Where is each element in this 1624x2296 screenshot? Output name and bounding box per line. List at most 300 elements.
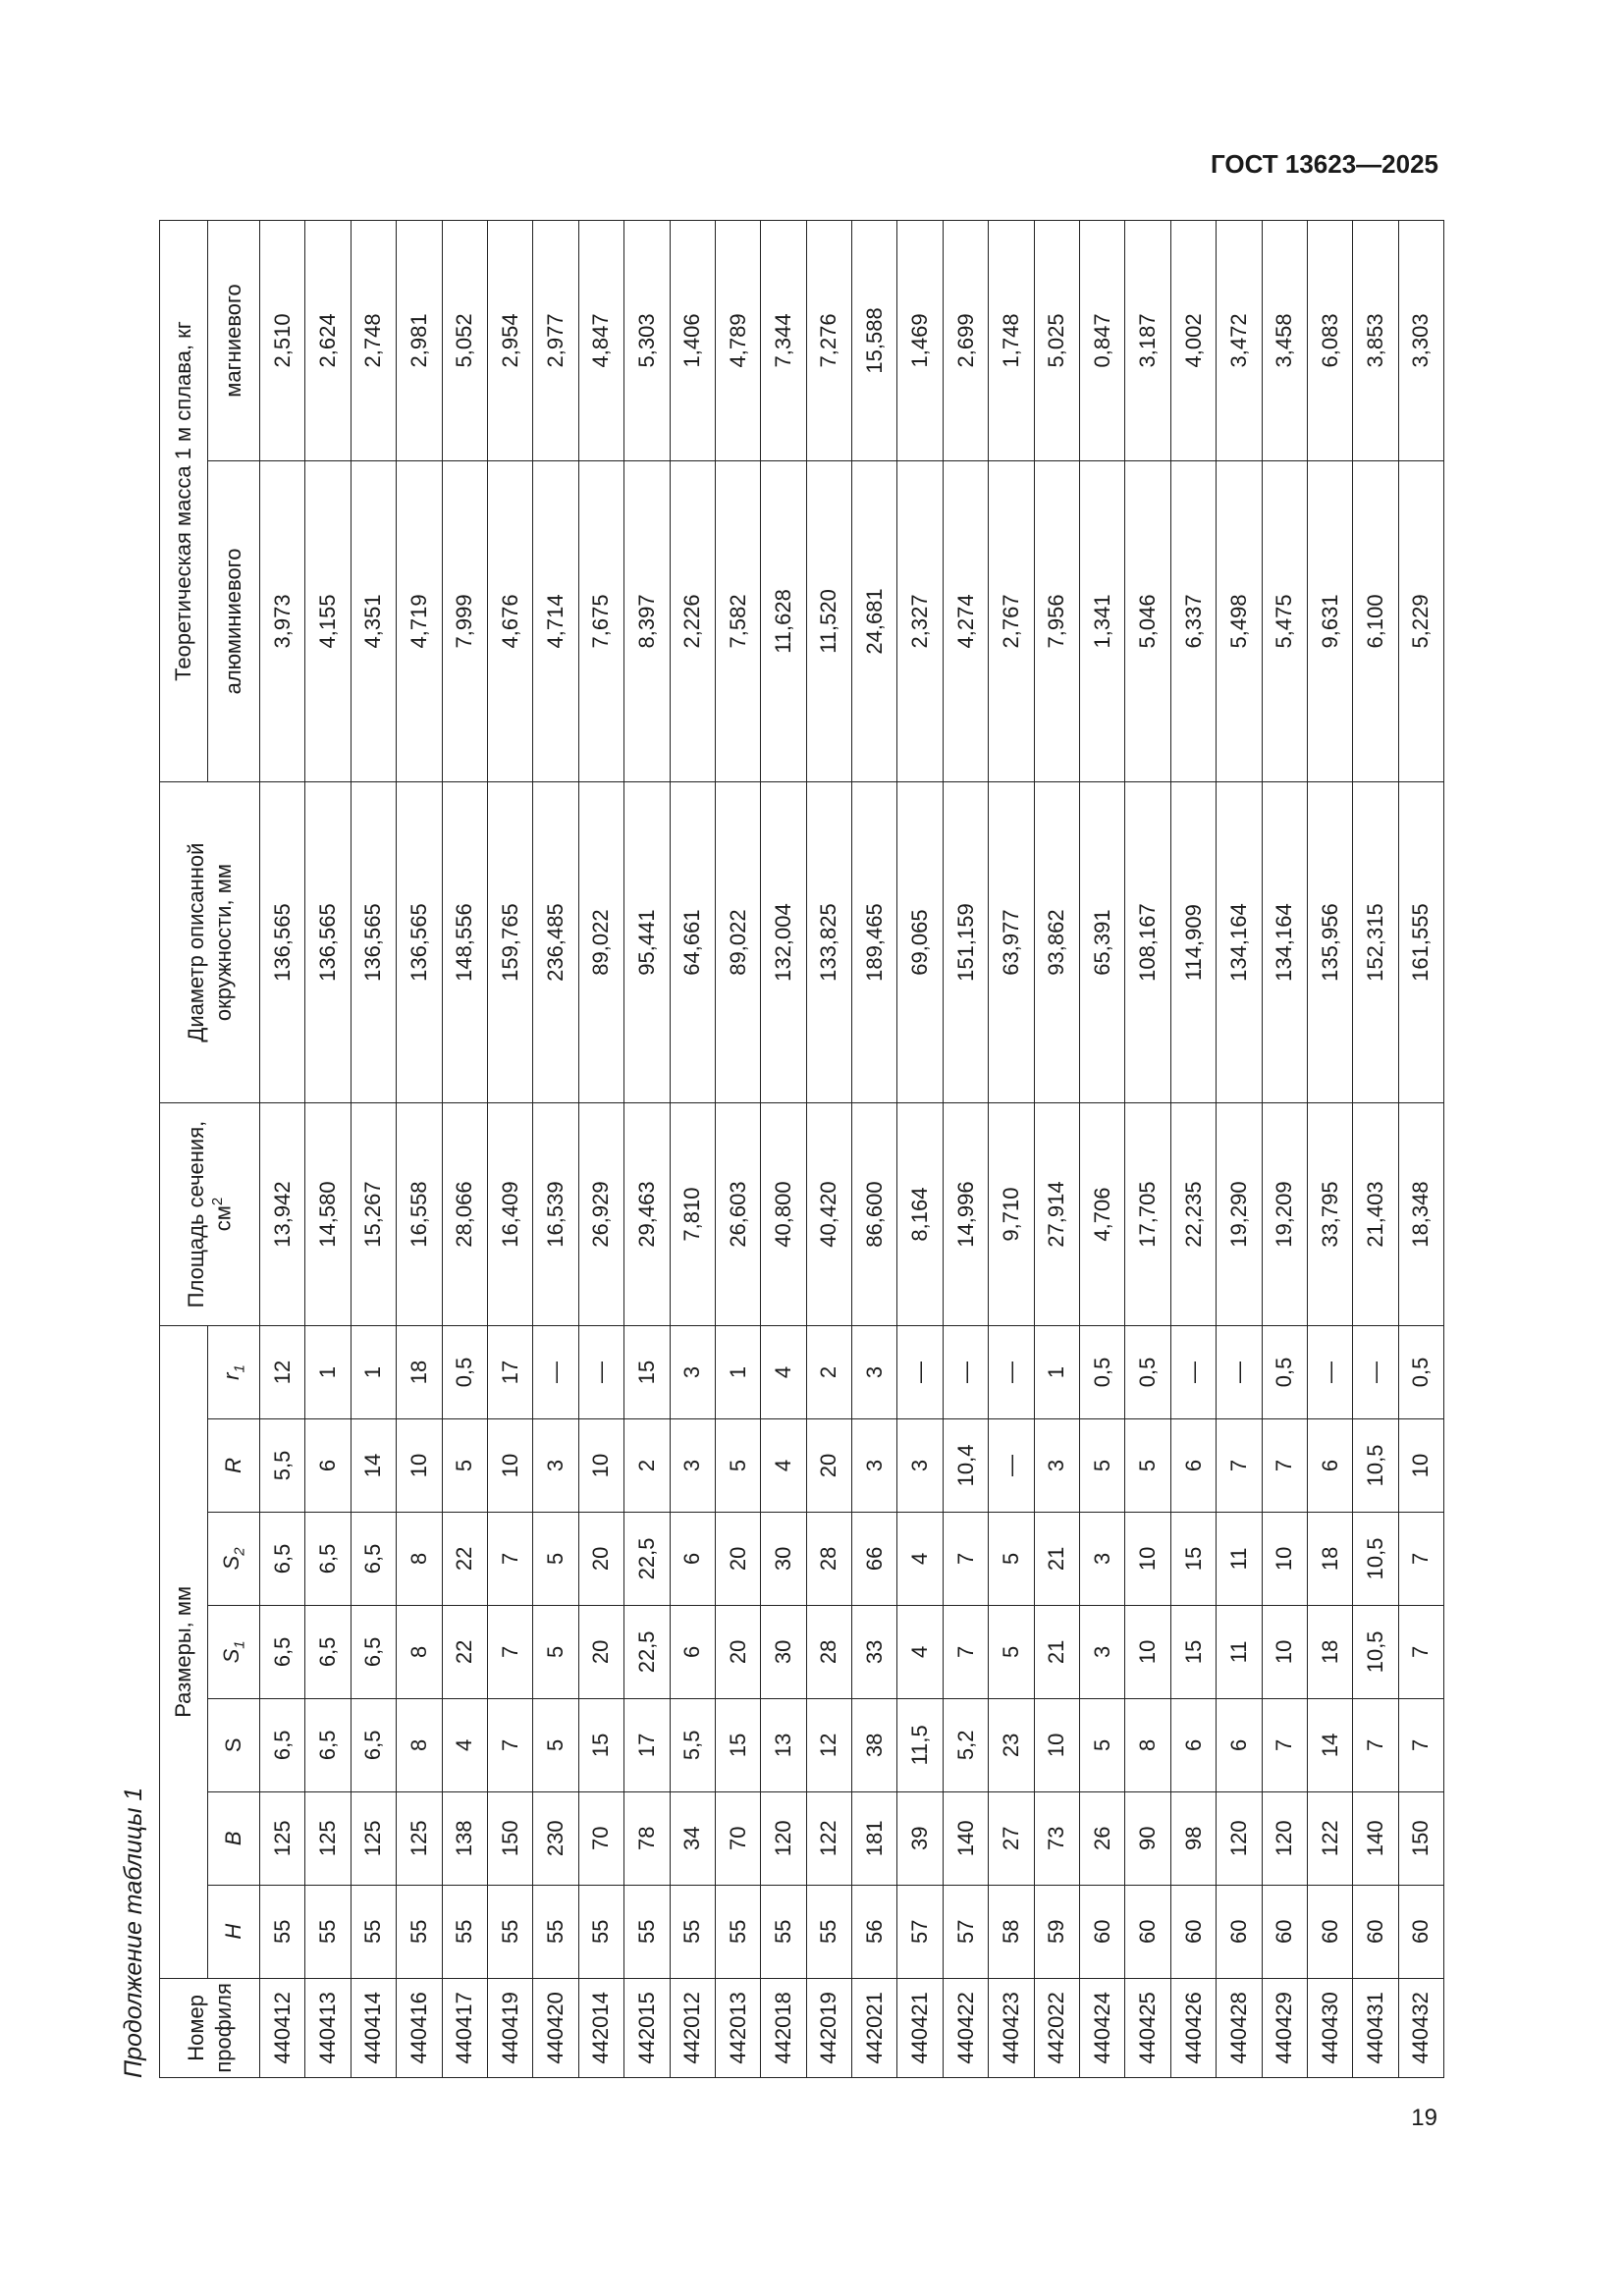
table-cell: 5,229: [1398, 460, 1443, 781]
table-cell: 6: [1170, 1418, 1216, 1512]
table-cell: 20: [715, 1605, 760, 1698]
table-row: [761, 221, 806, 2078]
table-cell: 2,699: [943, 221, 988, 461]
table-cell: 28: [806, 1605, 851, 1698]
table-cell: 138: [442, 1791, 487, 1885]
table-cell: 4: [442, 1698, 487, 1791]
table-cell: 60: [1398, 1885, 1443, 1978]
table-cell: 60: [1353, 1885, 1398, 1978]
header-s1-sub: 1: [231, 1640, 248, 1649]
table-row: [1125, 221, 1170, 2078]
table-cell: 440419: [487, 1978, 532, 2077]
table-cell: 2,226: [670, 460, 715, 781]
table-cell: 125: [305, 1791, 351, 1885]
table-row: [1307, 221, 1352, 2078]
table-cell: 134,164: [1262, 782, 1307, 1103]
table-cell: 6,5: [305, 1605, 351, 1698]
table-cell: 15: [715, 1698, 760, 1791]
table-cell: 5: [1080, 1698, 1125, 1791]
table-cell: 4,706: [1080, 1103, 1125, 1326]
table-cell: 440420: [533, 1978, 578, 2077]
table-cell: 3: [1034, 1418, 1079, 1512]
table-cell: 150: [487, 1791, 532, 1885]
table-cell: 7: [943, 1512, 988, 1605]
table-cell: 9,710: [989, 1103, 1034, 1326]
table-cell: 440430: [1307, 1978, 1352, 2077]
table-cell: 136,565: [305, 782, 351, 1103]
table-cell: 15: [624, 1325, 670, 1418]
table-cell: 86,600: [852, 1103, 897, 1326]
table-cell: 159,765: [487, 782, 532, 1103]
table-cell: 2,767: [989, 460, 1034, 781]
header-area-label: Площадь сечения, см: [183, 1120, 236, 1308]
table-cell: 60: [1170, 1885, 1216, 1978]
table-cell: 14: [1307, 1698, 1352, 1791]
table-cell: 0,847: [1080, 221, 1125, 461]
table-cell: 60: [1080, 1885, 1125, 1978]
table-cell: 6,5: [260, 1698, 305, 1791]
header-profile-number: Номер профиля: [160, 1978, 260, 2077]
table-cell: 6,337: [1170, 460, 1216, 781]
table-cell: 5: [533, 1698, 578, 1791]
table-cell: 440413: [305, 1978, 351, 2077]
table-cell: 150: [1398, 1791, 1443, 1885]
header-area-unit-sup: 2: [209, 1197, 227, 1206]
table-cell: 189,465: [852, 782, 897, 1103]
table-cell: 7,344: [761, 221, 806, 461]
table-cell: 8,164: [897, 1103, 943, 1326]
table-cell: 40,800: [761, 1103, 806, 1326]
table-row: [442, 221, 487, 2078]
table-cell: 440414: [351, 1978, 396, 2077]
table-cell: 3: [852, 1325, 897, 1418]
table-cell: 5,052: [442, 221, 487, 461]
profile-table: [159, 220, 1444, 2078]
rotated-table-block: [108, 220, 1447, 2078]
table-cell: 3: [670, 1418, 715, 1512]
table-cell: 14,580: [305, 1103, 351, 1326]
table-cell: 17,705: [1125, 1103, 1170, 1326]
table-cell: 55: [578, 1885, 623, 1978]
table-cell: 8: [397, 1605, 442, 1698]
table-row: [670, 221, 715, 2078]
table-cell: 5,2: [943, 1698, 988, 1791]
table-cell: 442019: [806, 1978, 851, 2077]
table-row: [897, 221, 943, 2078]
table-cell: 10,5: [1353, 1418, 1398, 1512]
header-r: R: [208, 1418, 260, 1512]
table-cell: 58: [989, 1885, 1034, 1978]
table-cell: 440421: [897, 1978, 943, 2077]
table-cell: 440416: [397, 1978, 442, 2077]
table-cell: 136,565: [351, 782, 396, 1103]
table-cell: 16,539: [533, 1103, 578, 1326]
table-cell: 4: [761, 1418, 806, 1512]
table-cell: 3: [533, 1418, 578, 1512]
table-cell: 1: [1034, 1325, 1079, 1418]
table-cell: 11,520: [806, 460, 851, 781]
table-cell: 1,469: [897, 221, 943, 461]
table-cell: 89,022: [715, 782, 760, 1103]
table-cell: 4,714: [533, 460, 578, 781]
table-cell: 122: [1307, 1791, 1352, 1885]
table-cell: 5,046: [1125, 460, 1170, 781]
table-cell: 181: [852, 1791, 897, 1885]
table-cell: 7: [1398, 1512, 1443, 1605]
table-cell: 19,290: [1217, 1103, 1262, 1326]
table-cell: 10: [487, 1418, 532, 1512]
header-dimensions: Размеры, мм: [160, 1325, 208, 1978]
table-cell: 15,588: [852, 221, 897, 461]
table-cell: 2,748: [351, 221, 396, 461]
table-cell: 4,274: [943, 460, 988, 781]
table-cell: 7,276: [806, 221, 851, 461]
table-cell: 440428: [1217, 1978, 1262, 2077]
table-cell: 10: [397, 1418, 442, 1512]
table-cell: 30: [761, 1605, 806, 1698]
table-cell: 2,954: [487, 221, 532, 461]
table-cell: 5,5: [670, 1698, 715, 1791]
table-cell: 60: [1262, 1885, 1307, 1978]
table-cell: 65,391: [1080, 782, 1125, 1103]
table-cell: 30: [761, 1512, 806, 1605]
table-cell: 7,956: [1034, 460, 1079, 781]
table-cell: 7: [1353, 1698, 1398, 1791]
table-cell: 3,472: [1217, 221, 1262, 461]
table-cell: 3: [1080, 1512, 1125, 1605]
table-cell: 18: [1307, 1605, 1352, 1698]
table-cell: 10: [1125, 1605, 1170, 1698]
table-cell: 5: [533, 1512, 578, 1605]
table-cell: 55: [305, 1885, 351, 1978]
table-cell: 1,341: [1080, 460, 1125, 781]
table-cell: 28,066: [442, 1103, 487, 1326]
table-cell: 7: [487, 1512, 532, 1605]
table-cell: 18: [397, 1325, 442, 1418]
header-diameter: Диаметр описанной окружности, мм: [160, 782, 260, 1103]
table-cell: 8: [397, 1512, 442, 1605]
table-row: [1262, 221, 1307, 2078]
table-cell: 136,565: [260, 782, 305, 1103]
table-cell: 29,463: [624, 1103, 670, 1326]
table-cell: 27: [989, 1791, 1034, 1885]
table-cell: 442014: [578, 1978, 623, 2077]
table-cell: —: [1307, 1325, 1352, 1418]
table-cell: —: [533, 1325, 578, 1418]
table-cell: 55: [806, 1885, 851, 1978]
table-row: [260, 221, 305, 2078]
table-cell: 2,510: [260, 221, 305, 461]
table-cell: 125: [397, 1791, 442, 1885]
table-cell: 6: [1217, 1698, 1262, 1791]
table-cell: 16,409: [487, 1103, 532, 1326]
table-cell: 6,5: [260, 1512, 305, 1605]
table-row: [943, 221, 988, 2078]
table-cell: 1: [715, 1325, 760, 1418]
table-cell: 18,348: [1398, 1103, 1443, 1326]
table-cell: 7: [1398, 1698, 1443, 1791]
table-cell: 12: [806, 1698, 851, 1791]
table-cell: 10: [1398, 1418, 1443, 1512]
table-cell: 55: [715, 1885, 760, 1978]
table-cell: 230: [533, 1791, 578, 1885]
table-cell: 440431: [1353, 1978, 1398, 2077]
table-cell: 0,5: [1398, 1325, 1443, 1418]
table-cell: 120: [1217, 1791, 1262, 1885]
table-cell: 55: [761, 1885, 806, 1978]
table-cell: 10: [578, 1418, 623, 1512]
table-cell: 125: [260, 1791, 305, 1885]
table-row: [487, 221, 532, 2078]
table-cell: 55: [260, 1885, 305, 1978]
table-cell: 22: [442, 1605, 487, 1698]
table-cell: 7: [943, 1605, 988, 1698]
table-cell: 152,315: [1353, 782, 1398, 1103]
table-cell: 13: [761, 1698, 806, 1791]
table-cell: 122: [806, 1791, 851, 1885]
table-cell: 5,5: [260, 1418, 305, 1512]
table-cell: 440426: [1170, 1978, 1216, 2077]
table-cell: 89,022: [578, 782, 623, 1103]
table-body: [260, 221, 1444, 2078]
table-cell: 2: [624, 1418, 670, 1512]
table-cell: 55: [442, 1885, 487, 1978]
header-aluminum: алюминиевого: [208, 460, 260, 781]
table-cell: 18: [1307, 1512, 1352, 1605]
table-cell: 3: [1080, 1605, 1125, 1698]
table-cell: 14: [351, 1418, 396, 1512]
table-cell: —: [1353, 1325, 1398, 1418]
table-cell: 120: [761, 1791, 806, 1885]
table-cell: 440422: [943, 1978, 988, 2077]
table-cell: 440417: [442, 1978, 487, 2077]
table-cell: 8,397: [624, 460, 670, 781]
header-s1: [208, 1605, 260, 1698]
table-cell: 8: [397, 1698, 442, 1791]
table-cell: 4,847: [578, 221, 623, 461]
table-cell: 6,5: [305, 1512, 351, 1605]
table-cell: 93,862: [1034, 782, 1079, 1103]
table-cell: 440432: [1398, 1978, 1443, 2077]
table-cell: 60: [1307, 1885, 1352, 1978]
table-cell: 3,187: [1125, 221, 1170, 461]
table-cell: 440423: [989, 1978, 1034, 2077]
table-cell: 6: [670, 1512, 715, 1605]
table-cell: 90: [1125, 1791, 1170, 1885]
table-cell: 11: [1217, 1605, 1262, 1698]
table-cell: 21: [1034, 1605, 1079, 1698]
table-cell: 4,676: [487, 460, 532, 781]
table-cell: 2: [806, 1325, 851, 1418]
table-cell: 3,973: [260, 460, 305, 781]
page-number: 19: [1411, 2105, 1437, 2131]
table-cell: 55: [351, 1885, 396, 1978]
table-cell: 21,403: [1353, 1103, 1398, 1326]
table-cell: 11,5: [897, 1698, 943, 1791]
header-s2-letter: S: [218, 1555, 244, 1571]
table-cell: 7: [487, 1698, 532, 1791]
table-cell: 0,5: [1262, 1325, 1307, 1418]
table-cell: 8: [1125, 1698, 1170, 1791]
table-cell: 2,327: [897, 460, 943, 781]
table-cell: 64,661: [670, 782, 715, 1103]
table-cell: 55: [487, 1885, 532, 1978]
table-cell: 6: [1170, 1698, 1216, 1791]
table-cell: 442018: [761, 1978, 806, 2077]
table-row: [533, 221, 578, 2078]
table-cell: 5: [1080, 1418, 1125, 1512]
table-cell: 56: [852, 1885, 897, 1978]
table-cell: 10: [1034, 1698, 1079, 1791]
table-cell: 6: [670, 1605, 715, 1698]
table-row: [397, 221, 442, 2078]
table-cell: 7,810: [670, 1103, 715, 1326]
table-cell: 1,406: [670, 221, 715, 461]
table-cell: 7: [487, 1605, 532, 1698]
table-cell: 55: [670, 1885, 715, 1978]
table-cell: 140: [943, 1791, 988, 1885]
table-row: [578, 221, 623, 2078]
table-cell: 27,914: [1034, 1103, 1079, 1326]
table-row: [1353, 221, 1398, 2078]
table-cell: 114,909: [1170, 782, 1216, 1103]
table-cell: 70: [578, 1791, 623, 1885]
table-cell: 26: [1080, 1791, 1125, 1885]
table-cell: 95,441: [624, 782, 670, 1103]
table-row: [351, 221, 396, 2078]
table-cell: 38: [852, 1698, 897, 1791]
table-cell: 3,303: [1398, 221, 1443, 461]
table-cell: 5: [1125, 1418, 1170, 1512]
table-cell: 21: [1034, 1512, 1079, 1605]
table-cell: 5: [442, 1418, 487, 1512]
table-cell: 5: [533, 1605, 578, 1698]
table-cell: 26,603: [715, 1103, 760, 1326]
table-cell: 7: [1262, 1698, 1307, 1791]
table-cell: 17: [624, 1698, 670, 1791]
table-cell: 3: [670, 1325, 715, 1418]
header-h: H: [208, 1885, 260, 1978]
table-cell: —: [943, 1325, 988, 1418]
table-cell: 5,303: [624, 221, 670, 461]
table-cell: 73: [1034, 1791, 1079, 1885]
table-cell: 33,795: [1307, 1103, 1352, 1326]
table-cell: 236,485: [533, 782, 578, 1103]
standard-header: ГОСТ 13623—2025: [1211, 149, 1438, 179]
table-cell: 5: [715, 1418, 760, 1512]
table-cell: 7: [1217, 1418, 1262, 1512]
table-cell: 4,789: [715, 221, 760, 461]
table-cell: 3: [852, 1418, 897, 1512]
table-cell: 20: [806, 1418, 851, 1512]
table-cell: 59: [1034, 1885, 1079, 1978]
table-cell: 6,5: [260, 1605, 305, 1698]
table-cell: 22: [442, 1512, 487, 1605]
table-cell: 12: [260, 1325, 305, 1418]
table-row: [624, 221, 670, 2078]
table-cell: 15: [1170, 1512, 1216, 1605]
table-cell: 4: [761, 1325, 806, 1418]
table-cell: 1,748: [989, 221, 1034, 461]
table-cell: 6,100: [1353, 460, 1398, 781]
table-cell: —: [1217, 1325, 1262, 1418]
table-cell: —: [989, 1325, 1034, 1418]
header-r1: [208, 1325, 260, 1418]
header-s2-sub: 2: [231, 1547, 248, 1556]
table-cell: 33: [852, 1605, 897, 1698]
table-cell: 440425: [1125, 1978, 1170, 2077]
table-cell: 10: [1262, 1512, 1307, 1605]
table-cell: 28: [806, 1512, 851, 1605]
table-cell: 22,235: [1170, 1103, 1216, 1326]
table-cell: 2,981: [397, 221, 442, 461]
table-cell: 60: [1217, 1885, 1262, 1978]
table-cell: 0,5: [1125, 1325, 1170, 1418]
table-cell: 4: [897, 1605, 943, 1698]
table-cell: 10,4: [943, 1418, 988, 1512]
table-cell: 10,5: [1353, 1512, 1398, 1605]
table-cell: 125: [351, 1791, 396, 1885]
table-cell: 5,475: [1262, 460, 1307, 781]
table-cell: 15: [578, 1698, 623, 1791]
table-cell: 5: [989, 1605, 1034, 1698]
table-cell: 14,996: [943, 1103, 988, 1326]
table-cell: 442015: [624, 1978, 670, 2077]
table-cell: 55: [397, 1885, 442, 1978]
table-cell: 1: [351, 1325, 396, 1418]
table-cell: 3,458: [1262, 221, 1307, 461]
table-row: [1217, 221, 1262, 2078]
table-cell: 7,582: [715, 460, 760, 781]
table-cell: 134,164: [1217, 782, 1262, 1103]
table-row: [806, 221, 851, 2078]
table-cell: 15: [1170, 1605, 1216, 1698]
table-cell: 442012: [670, 1978, 715, 2077]
table-cell: 19,209: [1262, 1103, 1307, 1326]
table-cell: 24,681: [852, 460, 897, 781]
table-cell: 26,929: [578, 1103, 623, 1326]
table-cell: 2,624: [305, 221, 351, 461]
table-cell: 4,155: [305, 460, 351, 781]
table-cell: 17: [487, 1325, 532, 1418]
table-cell: 20: [578, 1605, 623, 1698]
header-magnesium: магниевого: [208, 221, 260, 461]
table-cell: 161,555: [1398, 782, 1443, 1103]
table-cell: 133,825: [806, 782, 851, 1103]
table-cell: 22,5: [624, 1512, 670, 1605]
header-s: S: [208, 1698, 260, 1791]
table-cell: 0,5: [442, 1325, 487, 1418]
table-cell: 40,420: [806, 1103, 851, 1326]
header-area: [160, 1103, 260, 1326]
table-cell: 15,267: [351, 1103, 396, 1326]
table-cell: 34: [670, 1791, 715, 1885]
table-cell: 98: [1170, 1791, 1216, 1885]
table-cell: 13,942: [260, 1103, 305, 1326]
table-cell: 151,159: [943, 782, 988, 1103]
header-theoretical-mass: Теоретическая масса 1 м сплава, кг: [160, 221, 208, 782]
table-cell: 55: [624, 1885, 670, 1978]
table-cell: 11: [1217, 1512, 1262, 1605]
table-cell: 10: [1262, 1605, 1307, 1698]
table-cell: 4,351: [351, 460, 396, 781]
table-cell: 4,002: [1170, 221, 1216, 461]
header-s1-letter: S: [218, 1648, 244, 1664]
table-cell: 108,167: [1125, 782, 1170, 1103]
table-cell: 7,999: [442, 460, 487, 781]
header-r1-sub: 1: [231, 1364, 248, 1373]
table-cell: 135,956: [1307, 782, 1352, 1103]
